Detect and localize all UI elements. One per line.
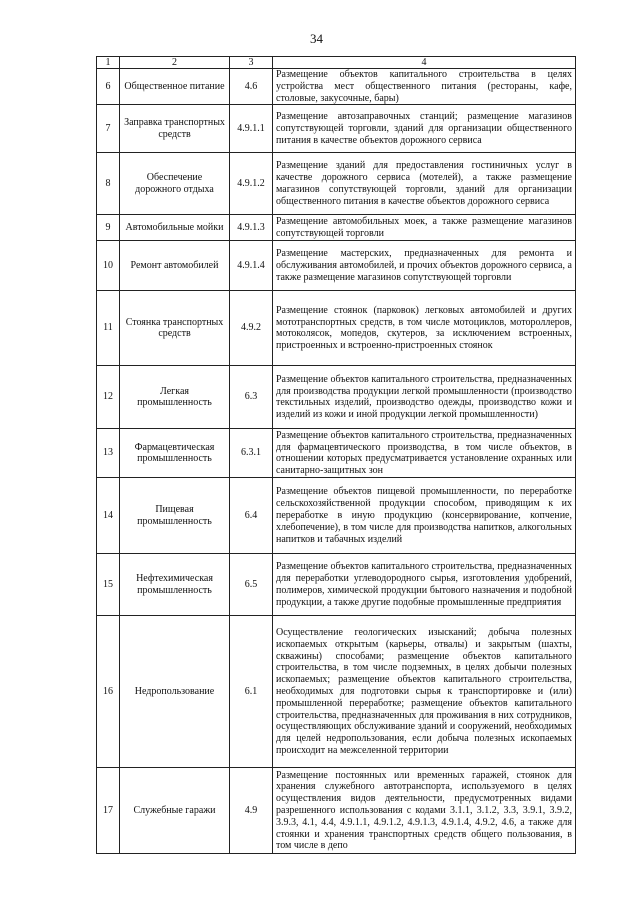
table-row — [97, 291, 576, 366]
header-cell-4: 4 — [273, 57, 576, 69]
use-description: Размещение объектов капитального строительства, предназначенных для переработки углеводородного сырья, изготовления удобрений, полимеров, химической продукции бытового назначения и подобной продукции, а также другие подобные промышленные предприятия — [273, 554, 576, 616]
use-name: Нефтехимическая промышленность — [120, 554, 230, 616]
use-description: Размещение автозаправочных станций; размещение магазинов сопутствующей торговли, зданий для организации общественного питания в качестве объектов дорожного сервиса — [273, 105, 576, 153]
use-description: Размещение объектов капитального строительства, предназначенных для фармацевтического производства, в том числе объектов, в отношении которых предусматривается установление охранных или санитарно-защитных зон — [273, 429, 576, 478]
row-number: 16 — [97, 616, 120, 768]
use-description: Размещение объектов пищевой промышленности, по переработке сельскохозяйственной продукции способом, приводящим к их переработке в иную продукцию (консервирование, копчение, хлебопечение), в том числе для производства напитков, алкогольных напитков и табачных изделий — [273, 478, 576, 554]
use-code: 6.1 — [230, 616, 273, 768]
use-code: 4.9.1.2 — [230, 153, 273, 215]
use-name: Фармацевтическая промышленность — [120, 429, 230, 478]
table-row — [97, 616, 576, 768]
use-description: Размещение автомобильных моек, а также размещение магазинов сопутствующей торговли — [273, 215, 576, 241]
header-cell-2: 2 — [120, 57, 230, 69]
use-description: Размещение постоянных или временных гаражей, стоянок для хранения служебного автотранспорта, используемого в целях осуществления видов деятельности, предусмотренных видами разрешенного использования с кодами 3.1.1, 3.1.2, 3.3, 3.9.1, 3.9.2, 3.9.3, 4.1, 4.4, 4.9.1.1, 4.9.1.2, 4.9.1.3, 4.9.1.4, 4.9.2, 4.6, а также для стоянки и хранения транспортных средств общего пользования, в том числе в депо — [273, 768, 576, 854]
use-description: Размещение мастерских, предназначенных для ремонта и обслуживания автомобилей, и прочих объектов дорожного сервиса, а также размещение магазинов сопутствующей торговли — [273, 241, 576, 291]
page-number: 34 — [310, 31, 323, 46]
row-number: 11 — [97, 291, 120, 366]
row-number: 15 — [97, 554, 120, 616]
use-name: Автомобильные мойки — [120, 215, 230, 241]
row-number: 14 — [97, 478, 120, 554]
use-code: 4.9.2 — [230, 291, 273, 366]
use-description: Осуществление геологических изысканий; добыча полезных ископаемых открытым (карьеры, отвалы) и закрытым (шахты, скважины) способами; размещение объектов капитального строительства, в том числе подземных, в целях добычи полезных ископаемых; размещение объектов капитального строительства, необходимых для подготовки сырья к транспортировке и (или) промышленной переработке; размещение объектов капитального строительства, предназначенных для проживания в них сотрудников, осуществляющих обслуживание зданий и сооружений, необходимых для целей недропользования, если добыча полезных ископаемых происходит на межселенной территории — [273, 616, 576, 768]
use-code: 6.4 — [230, 478, 273, 554]
row-number: 8 — [97, 153, 120, 215]
row-number: 17 — [97, 768, 120, 854]
use-code: 4.9 — [230, 768, 273, 854]
header-cell-1: 1 — [97, 57, 120, 69]
use-name: Недропользование — [120, 616, 230, 768]
table-row — [97, 366, 576, 429]
header-cell-3: 3 — [230, 57, 273, 69]
table-row — [97, 105, 576, 153]
table-row — [97, 241, 576, 291]
row-number: 9 — [97, 215, 120, 241]
table-row — [97, 69, 576, 105]
table-row — [97, 215, 576, 241]
use-name: Легкая промышленность — [120, 366, 230, 429]
table-row — [97, 554, 576, 616]
use-code: 4.9.1.3 — [230, 215, 273, 241]
use-code: 4.9.1.4 — [230, 241, 273, 291]
use-description: Размещение объектов капитального строительства, предназначенных для производства продукции легкой промышленности (производство текстильных изделий, производство одежды, производство кожи и изделий из кожи и иной продукции легкой промышленности) — [273, 366, 576, 429]
use-code: 4.6 — [230, 69, 273, 105]
row-number: 12 — [97, 366, 120, 429]
use-code: 6.3 — [230, 366, 273, 429]
use-code: 6.5 — [230, 554, 273, 616]
table-row — [97, 429, 576, 478]
use-code: 6.3.1 — [230, 429, 273, 478]
row-number: 10 — [97, 241, 120, 291]
use-name: Обеспечение дорожного отдыха — [120, 153, 230, 215]
row-number: 7 — [97, 105, 120, 153]
use-name: Ремонт автомобилей — [120, 241, 230, 291]
table-header-row — [97, 57, 576, 69]
row-number: 13 — [97, 429, 120, 478]
use-description: Размещение зданий для предоставления гостиничных услуг в качестве дорожного сервиса (мотелей), а также размещение магазинов сопутствующей торговли, зданий для организации общественного питания в качестве объектов дорожного сервиса — [273, 153, 576, 215]
use-description: Размещение стоянок (парковок) легковых автомобилей и других мототранспортных средств, в том числе мотоциклов, мотороллеров, мотоколясок, мопедов, скутеров, за исключением встроенных, пристроенных и встроенно-пристроенных стоянок — [273, 291, 576, 366]
table-row — [97, 153, 576, 215]
use-name: Пищевая промышленность — [120, 478, 230, 554]
use-name: Общественное питание — [120, 69, 230, 105]
table-row — [97, 768, 576, 854]
land-use-table — [96, 56, 576, 854]
table-row — [97, 478, 576, 554]
use-name: Заправка транспортных средств — [120, 105, 230, 153]
row-number: 6 — [97, 69, 120, 105]
use-code: 4.9.1.1 — [230, 105, 273, 153]
use-name: Стоянка транспортных средств — [120, 291, 230, 366]
use-name: Служебные гаражи — [120, 768, 230, 854]
use-description: Размещение объектов капитального строительства в целях устройства мест общественного питания (рестораны, кафе, столовые, закусочные, бары) — [273, 69, 576, 105]
